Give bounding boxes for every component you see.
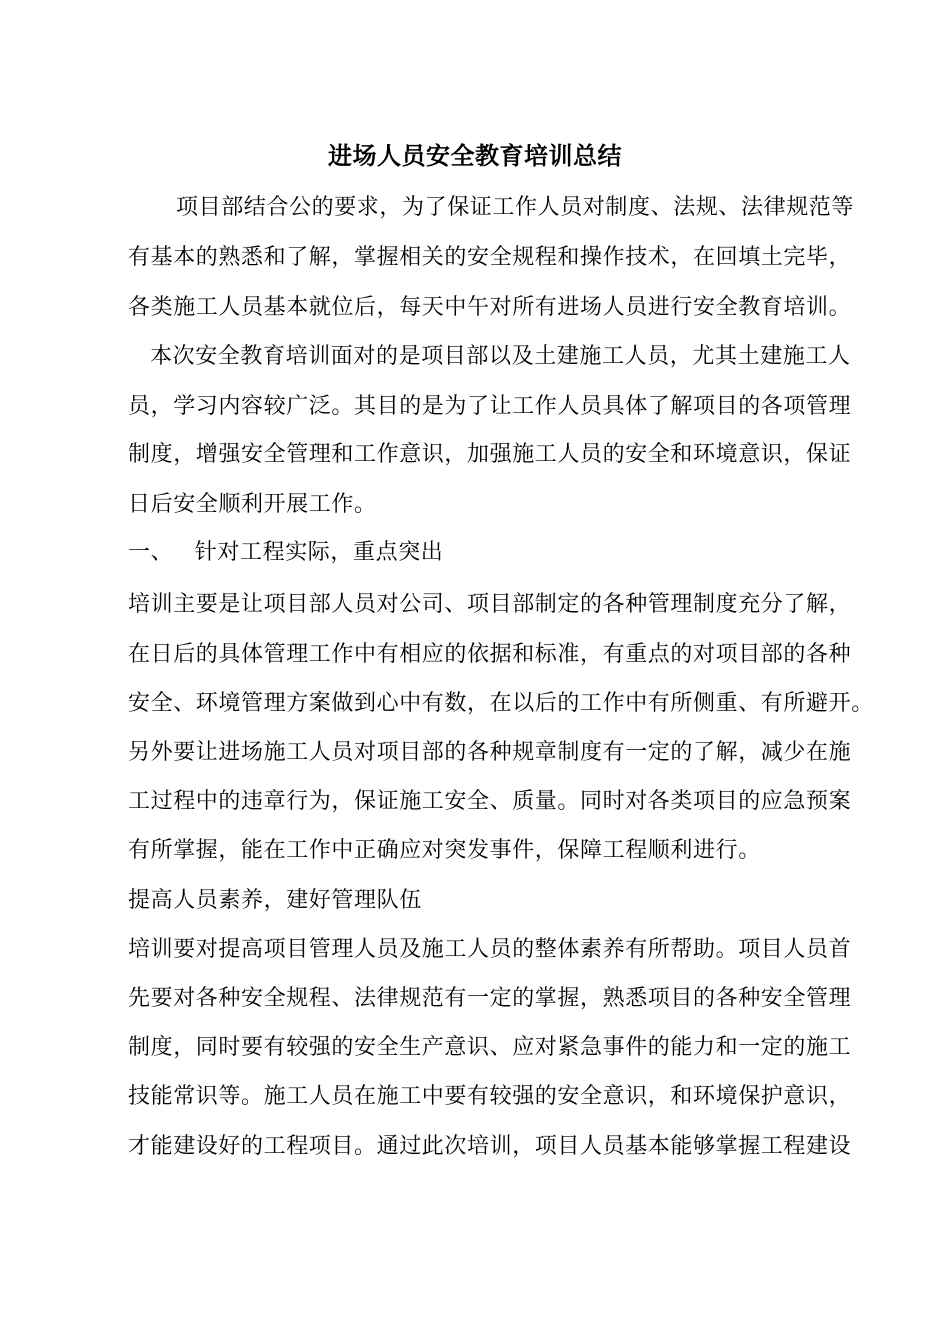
section-heading: 一、 针对工程实际，重点突出 bbox=[128, 540, 444, 565]
paragraph-line: 工过程中的违章行为，保证施工安全、质量。同时对各类项目的应急预案 bbox=[128, 789, 852, 814]
paragraph-line: 日后安全顺利开展工作。 bbox=[128, 492, 377, 517]
paragraph-line: 才能建设好的工程项目。通过此次培训，项目人员基本能够掌握工程建设 bbox=[128, 1134, 852, 1159]
paragraph-line: 员，学习内容较广泛。其目的是为了让工作人员具体了解项目的各项管理 bbox=[128, 394, 852, 419]
paragraph-line: 有基本的熟悉和了解，掌握相关的安全规程和操作技术，在回填土完毕， bbox=[128, 245, 852, 270]
paragraph-line: 制度，同时要有较强的安全生产意识、应对紧急事件的能力和一定的施工 bbox=[128, 1035, 852, 1060]
paragraph-line: 技能常识等。施工人员在施工中要有较强的安全意识，和环境保护意识， bbox=[128, 1084, 852, 1109]
paragraph-line: 培训主要是让项目部人员对公司、项目部制定的各种管理制度充分了解， bbox=[128, 592, 852, 617]
paragraph-line: 安全、环境管理方案做到心中有数，在以后的工作中有所侧重、有所避开。 bbox=[128, 691, 874, 716]
paragraph-line: 先要对各种安全规程、法律规范有一定的掌握，熟悉项目的各种安全管理 bbox=[128, 986, 852, 1011]
paragraph-line: 项目部结合公的要求，为了保证工作人员对制度、法规、法律规范等 bbox=[176, 195, 855, 220]
paragraph-line: 各类施工人员基本就位后，每天中午对所有进场人员进行安全教育培训。 bbox=[128, 295, 852, 320]
paragraph-line: 有所掌握，能在工作中正确应对突发事件，保障工程顺利进行。 bbox=[128, 838, 761, 863]
section-heading: 提高人员素养，建好管理队伍 bbox=[128, 888, 422, 913]
document-title: 进场人员安全教育培训总结 bbox=[328, 141, 622, 170]
paragraph-line: 在日后的具体管理工作中有相应的依据和标准，有重点的对项目部的各种 bbox=[128, 642, 852, 667]
paragraph-line: 培训要对提高项目管理人员及施工人员的整体素养有所帮助。项目人员首 bbox=[128, 937, 852, 962]
paragraph-line: 本次安全教育培训面对的是项目部以及土建施工人员，尤其土建施工人 bbox=[150, 344, 851, 369]
paragraph-line: 另外要让进场施工人员对项目部的各种规章制度有一定的了解，减少在施 bbox=[128, 740, 852, 765]
paragraph-line: 制度，增强安全管理和工作意识，加强施工人员的安全和环境意识，保证 bbox=[128, 442, 852, 467]
